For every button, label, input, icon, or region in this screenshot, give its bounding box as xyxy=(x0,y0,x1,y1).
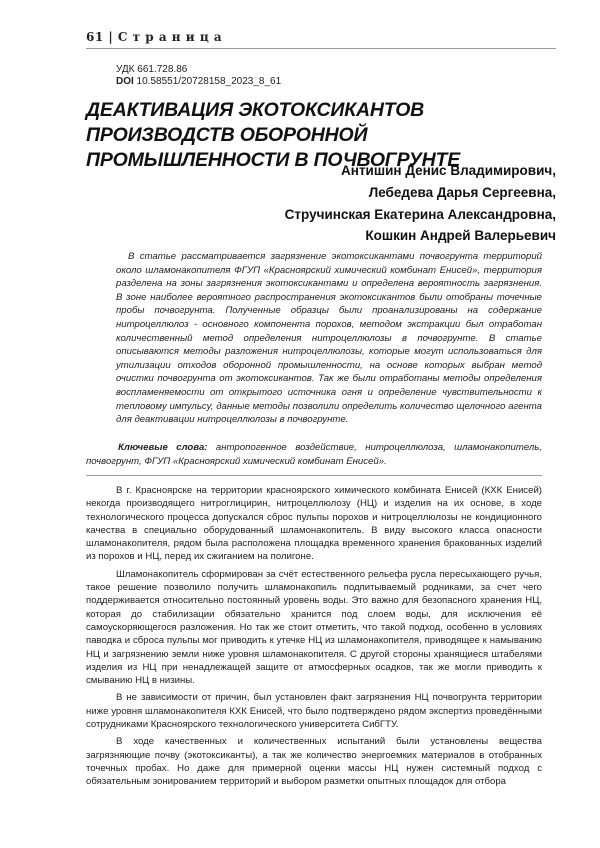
author-name: Стручинская Екатерина Александровна, xyxy=(284,206,556,222)
body-paragraph: В не зависимости от причин, был установлен факт загрязнения НЦ почвогрунта территории ниже уровня шламонакопителя КХК Енисей, что было подтверждено рядом экспертиз проведёнными сотрудниками Красноярского технологического университета СибГТУ. xyxy=(86,692,542,731)
keywords-label: Ключевые слова: xyxy=(118,442,208,453)
udk-code: УДК 661.728.86 xyxy=(116,64,188,75)
page-header xyxy=(86,30,556,49)
doi-line xyxy=(116,76,281,87)
section-divider xyxy=(86,475,542,476)
body-paragraph: В г. Красноярске на территории красноярского химического комбината Енисей (КХК Енисей) некогда производящего нитроглицирин, нитроцеллюлозу (НЦ) и изделия на их основе, в ходе технологического процесса допускался сброс пульпы порохов и нитроцеллюлозы не кондиционного качества в специально оборудованный шламонакопитель. В виду высокого класса опасности шламонакопителя, рядом была расположена площадка временного хранения бракованных изделий из порохов и НЦ, перед их сжиганием на полигоне. xyxy=(86,485,542,563)
article-body xyxy=(86,484,542,793)
doi-label: DOI xyxy=(116,76,134,87)
author-list xyxy=(285,160,556,247)
page-number: 61 | С т р а н и ц а xyxy=(86,30,223,44)
keywords-text: антропогенное воздействие, нитроцеллюлоза, шламонакопитель, почвогрунт, ФГУП «Красноярский химический комбинат Енисей». xyxy=(86,442,542,467)
doi-value: 10.58551/20728158_2023_8_61 xyxy=(133,76,282,87)
author-name: Лебедева Дарья Сергеевна, xyxy=(368,184,556,200)
keywords xyxy=(86,441,542,469)
author-name: Кошкин Андрей Валерьевич xyxy=(365,228,556,244)
body-paragraph: В ходе качественных и количественных испытаний были установлены вещества загрязняющие почву (экотоксиканты), а так же количество энергоемких материалов в отобранных точечных пробах. Но даже для примерной оценки массы НЦ нужен системный подход с обязательным зонированием территорий и выбором разметки опытных площадок для отбора xyxy=(86,736,542,788)
body-paragraph: Шламонакопитель сформирован за счёт естественного рельефа русла пересыхающего ручья, такое решение позволило получить шламонакопиль подпитываемый родниками, за счет чего поддерживается относительно постоянный уровень воды. Это важно для безопасного хранения НЦ, которая до стабилизации обязательно хранится под слоем воды, для исключения её самоускоряющегося разложения. Но так же стоит отметить, что такой подход, особенно в условиях паводка и сброса пульпы мог приводить к утечке НЦ из шламонакопителя, приводящее к намыванию НЦ и загрязнению земли ниже уровня шламонакопителя. С другой стороны хранящиеся штабелями изделия из НЦ при ненадлежащей защите от атмосферных осадков, так же могли приводить к смыванию НЦ в низины. xyxy=(86,568,542,687)
author-name: Антишин Денис Владимирович, xyxy=(341,163,556,178)
abstract: В статье рассматривается загрязнение экотоксикантами почвогрунта территорий около шламонакопителя ФГУП «Красноярский химический комбинат Енисей», территория разделена на зоны загрязнения экотоксикантами и определена вероятность загрязнения. В зоне наиболее вероятного распространения экотоксикантов были отобраны точечные пробы почвогрунта. Полученные образцы были проанализированы на содержание нитроцеллюлоз - основного компонента порохов, методом экстракции был отработан количественный метод определения нитроцеллюлозы в почвогрунте. В статье описываются методы разложения нитроцеллюлозы, которые могут использоваться для утилизации отходов оборонной промышленности, на основе которых выбран метод очистки почвогрунта от экотоксикантов. Так же были отработаны методы определения воспламеняемости от открытого источника огня и определение чувствительности к тепловому импульсу, данные методы позволили определить количество щелочного агента для деактивации нитроцеллюлозы в почвогрунте. xyxy=(116,251,542,426)
article-title: ДЕАКТИВАЦИЯ ЭКОТОКСИКАНТОВ ПРОИЗВОДСТВ ОБОРОННОЙ ПРОМЫШЛЕННОСТИ В ПОЧВОГРУНТЕ xyxy=(86,99,461,171)
